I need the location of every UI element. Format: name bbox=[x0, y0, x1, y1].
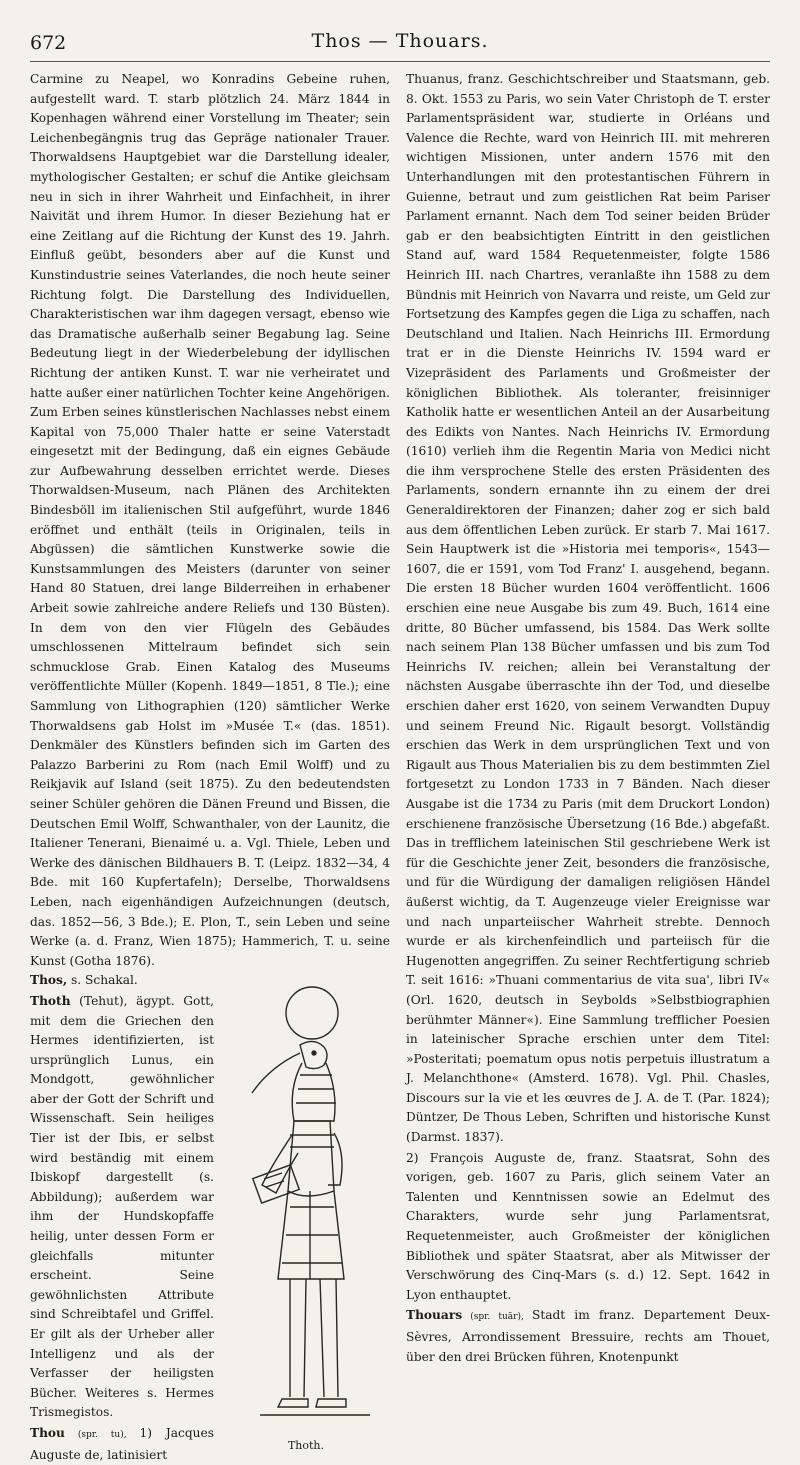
headword-thos: Thos, bbox=[30, 973, 68, 988]
figure-caption: Thoth. bbox=[287, 1438, 325, 1452]
entry-thouars-text: Stadt im franz. Departement Deux-Sèvres, Arrondissement Bressuire, rechts am Thouet, über den drei Brücken führen, Knotenpunkt bbox=[406, 1308, 770, 1364]
headword-thou: Thou bbox=[30, 1425, 65, 1440]
entry-thou-continued: Thuanus, franz. Geschichtschreiber und Staatsmann, geb. 8. Okt. 1553 zu Paris, wo sein Vater Christoph de T. erster Parlamentspräsident war, studierte in Orléans und Valence die Rechte, ward von Heinrich III. mit mehreren wichtigen Missionen, unter andern 1576 mit den Unterhandlungen mit den protestantischen Führern in Guienne, betraut und zum geistlichen Rat beim Pariser Parlament ernannt. Nach dem Tod seiner beiden Brüder gab er den beabsichtigten Eintritt in den geistlichen Stand auf, ward 1584 Requetenmeister, folgte 1586 Heinrich III. nach Chartres, veranlaßte ihn 1588 zu dem Bündnis mit Heinrich von Navarra und reiste, um Geld zur Fortsetzung des Kampfes gegen die Liga zu schaffen, nach Deutschland und Italien. Nach Heinrichs III. Ermordung trat er in die Dienste Heinrichs IV. 1594 ward er Vizepräsident des Parlaments und Großmeister der königlichen Bibliothek. Als toleranter, freisinniger Katholik hatte er wesentlichen Anteil an der Ausarbeitung des Edikts von Nantes. Nach Heinrichs IV. Ermordung (1610) verlieh ihm die Regentin Maria von Medici nicht die ihm versprochene Stelle des ersten Präsidenten des Parlaments, sondern ernannte ihn zu einem der drei Generaldirektoren der Finanzen; daher zog er sich bald aus dem öffentlichen Leben zurück. Er starb 7. Mai 1617. Sein Hauptwerk ist die »Historia mei temporis«, 1543—1607, die er 1591, vom Tod Franz' I. ausgehend, begann. Die ersten 18 Bücher wurden 1604 veröffentlicht. 1606 erschien eine neue Ausgabe bis zum 49. Buch, 1614 eine dritte, 80 Bücher umfassend, bis 1584. Das Werk sollte nach seinem Plan 138 Bücher umfassen und bis zum Tod Heinrichs IV. reichen; allein bei Veranstaltung der nächsten Ausgabe überraschte ihn der Tod, und dieselbe erschien daher erst 1620, von seinem Verwandten Dupuy und seinem Freund Nic. Rigault besorgt. Vollständig erschien das Werk in dem ursprünglichen Text und von Rigault aus Thous Materialien bis zu dem bestimmten Ziel fortgesetzt zu London 1733 in 7 Bänden. Nach dieser Ausgabe ist die 1734 zu Paris (mit dem Druckort London) erschienene französische Übersetzung (16 Bde.) abgefaßt. Das in trefflichem lateinischen Stil geschriebene Werk ist für die Geschichte jener Zeit, besonders die französische, und für die Würdigung der damaligen religiösen Händel äußerst wichtig, da T. Augenzeuge vieler Ereignisse war und nach unparteiischer Wahrheit strebte. Dennoch wurde er als kirchenfeindlich und parteiisch für die Hugenotten angegriffen. Zu seiner Rechtfertigung schrieb T. seit 1616: »Thuani commentarius de vita sua', libri IV« (Orl. 1620, deutsch in Seybolds »Selbstbiographien berühmter Männer«). Eine Sammlung trefflicher Poesien in lateinischer Sprache erschien unter dem Titel: »Posteritati; poematum opus notis perpetuis illustratum a J. Melanchthone« (Amsterd. 1678). Vgl. Phil. Chasles, Discours sur la vie et les œuvres de J. A. de T. (Par. 1824); Düntzer, De Thous Leben, Schriften und historische Kunst (Darmst. 1837). bbox=[406, 72, 770, 1145]
thoth-illustration-icon bbox=[230, 975, 380, 1430]
headword-thoth: Thoth bbox=[30, 993, 71, 1008]
entry-thos-text: s. Schakal. bbox=[67, 973, 138, 988]
header-rule bbox=[30, 61, 770, 62]
thoth-figure bbox=[222, 975, 390, 1455]
entry-thouars bbox=[406, 1306, 770, 1367]
entry-thou-francois: 2) François Auguste de, franz. Staatsrat, Sohn des vorigen, geb. 1607 zu Paris, glich seinem Vater an Talenten und Kenntnissen sowie an Edelmut des Charakters, wurde sehr jung Parlamentsrat, Requetenmeister, auch Großmeister der königlichen Bibliothek und später Staatsrat, aber als Mitwisser der Verschwörung des Cinq-Mars (s. d.) 12. Sept. 1642 in Lyon enthauptet. bbox=[406, 1150, 770, 1302]
pronunciation-thouars: (spr. tuār), bbox=[462, 1312, 532, 1323]
pronunciation-thou: (spr. tu), bbox=[64, 1429, 140, 1440]
entry-thoth-text: (Tehut), ägypt. Gott, mit dem die Griechen den Hermes identifizierten, ist ursprünglich Lunus, ein Mondgott, gewöhnlicher aber der Gott der Schrift und Wissenschaft. Sein heiliges Tier ist der Ibis, er selbst wird beständig mit einem Ibiskopf dargestellt (s. Abbildung); außerdem war ihm der Hundskopfaffe heilig, unter dessen Form er gleichfalls mitunter erscheint. Seine gewöhnlichsten Attribute sind Schreibtafel und Griffel. Er gilt als der Urheber aller Intelligenz und als der Verfasser der heiligsten Bücher. Weiteres s. Hermes Trismegistos. bbox=[30, 993, 214, 1420]
headword-thouars: Thouars bbox=[406, 1308, 463, 1323]
page-number: 672 bbox=[30, 32, 67, 54]
page-header bbox=[30, 28, 770, 58]
entry-thorwaldsen-continued: Carmine zu Neapel, wo Konradins Gebeine ruhen, aufgestellt ward. T. starb plötzlich 24. März 1844 in Kopenhagen während einer Vorstellung im Theater; sein Leichenbegängnis trug das Gepräge nationaler Trauer. Thorwaldsens Hauptgebiet war die Darstellung idealer, mythologischer Gestalten; er schuf die Antike gleichsam neu in sich in ihrer Wahrheit und Einfachheit, in ihrer Naivität und ihrem Humor. In dieser Beziehung hat er eine Zeitlang auf die Richtung der Kunst des 19. Jahrh. Einfluß geübt, besonders aber auf die Kunst und Kunstindustrie seines Vaterlandes, die noch heute seiner Richtung folgt. Die Darstellung des Individuellen, Charakteristischen war ihm dagegen versagt, ebenso wie das Dramatische außerhalb seiner Begabung lag. Seine Bedeutung liegt in der Wiederbelebung der idyllischen Richtung der antiken Kunst. T. war nie verheiratet und hatte außer einer natürlichen Tochter keine Angehörigen. Zum Erben seines künstlerischen Nachlasses nebst einem Kapital von 75,000 Thaler hatte er seine Vaterstadt eingesetzt mit der Bedingung, daß ein eignes Gebäude zur Aufbewahrung desselben errichtet werde. Dieses Thorwaldsen-Museum, nach Plänen des Architekten Bindesböll im italienischen Stil aufgeführt, wurde 1846 eröffnet und enthält (teils in Originalen, teils in Abgüssen) die sämtlichen Kunstwerke sowie die Kunstsammlungen des Meisters (darunter von seiner Hand 80 Statuen, drei lange Bilderreihen in erhabener Arbeit sowie zahlreiche andere Reliefs und 130 Büsten). In dem von den vier Flügeln des Gebäudes umschlossenen Mittelraum befindet sich sein schmucklose Grab. Einen Katalog des Museums veröffentlichte Müller (Kopenh. 1849—1851, 8 Tle.); eine Sammlung von Lithographien (120) sämtlicher Werke Thorwaldsens gab Holst im »Musée T.« (das. 1851). Denkmäler des Künstlers befinden sich im Garten des Palazzo Barberini zu Rom (nach Emil Wolff) und zu Reikjavik auf Island (seit 1875). Zu den bedeutendsten seiner Schüler gehören die Dänen Freund und Bissen, die Deutschen Emil Wolff, Schwanthaler, von der Launitz, die Italiener Tenerani, Bienaimé u. a. Vgl. Thiele, Leben und Werke des dänischen Bildhauers B. T. (Leipz. 1832—34, 4 Bde. mit 160 Kupfertafeln); Derselbe, Thorwaldsens Leben, nach eigenhändigen Aufzeichnungen (deutsch, das. 1852—56, 3 Bde.); E. Plon, T., sein Leben und seine Werke (a. d. Franz, Wien 1875); Hammerich, T. u. seine Kunst (Gotha 1876). bbox=[30, 72, 390, 968]
running-title: Thos — Thouars. bbox=[311, 30, 489, 52]
right-column bbox=[406, 70, 770, 1364]
entry-thou-text: 1) Jacques Auguste de, latinisiert bbox=[30, 1425, 215, 1462]
left-column bbox=[30, 70, 390, 1462]
